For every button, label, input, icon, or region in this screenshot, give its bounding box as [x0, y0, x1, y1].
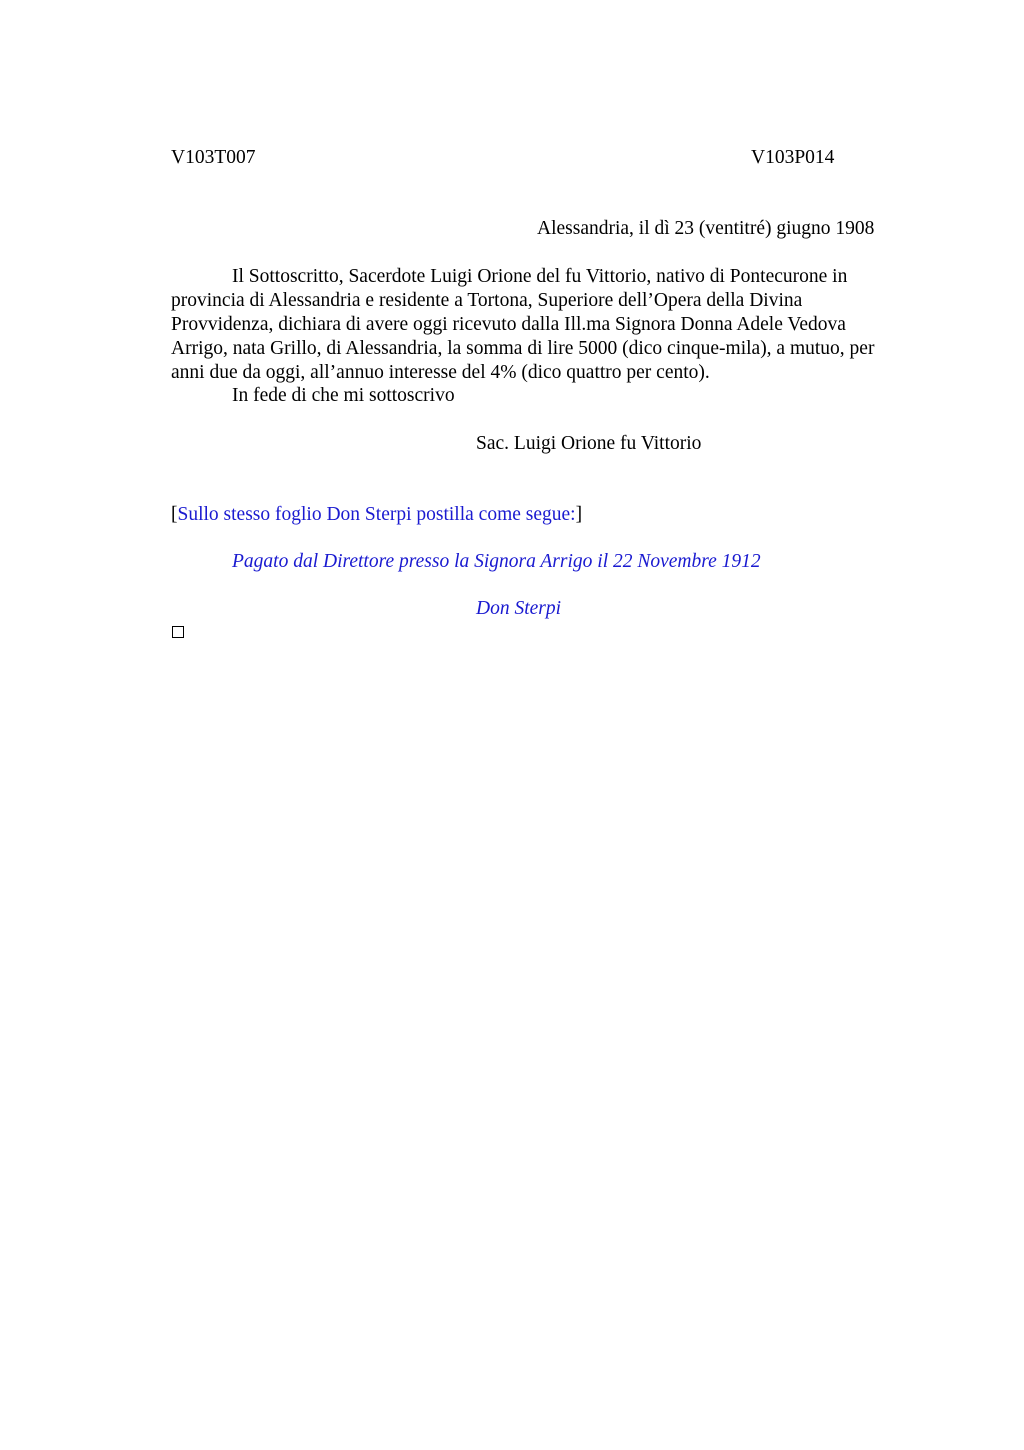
body-line: Il Sottoscritto, Sacerdote Luigi Orione del fu Vittorio, nativo di Pontecurone in [232, 266, 848, 287]
body-line: anni due da oggi, all’annuo interesse del 4% (dico quattro per cento). [171, 362, 710, 383]
body-line: Provvidenza, dichiara di avere oggi ricevuto dalla Ill.ma Signora Donna Adele Vedova [171, 314, 846, 335]
annotation-intro [171, 503, 582, 527]
reference-code-left: V103T007 [171, 147, 256, 168]
empty-square-icon [172, 626, 184, 638]
letter-date: Alessandria, il dì 23 (ventitré) giugno 1908 [537, 218, 875, 239]
bracket-close: ] [575, 504, 583, 525]
letter-closing: In fede di che mi sottoscrivo [232, 385, 455, 406]
bracket-open: [ [171, 504, 178, 525]
body-line: Arrigo, nata Grillo, di Alessandria, la somma di lire 5000 (dico cinque-mila), a mutuo, per [171, 338, 875, 359]
reference-code-right: V103P014 [751, 147, 835, 168]
annotation-intro-text: Sullo stesso foglio Don Sterpi postilla come segue: [177, 504, 576, 525]
letter-body [171, 265, 931, 385]
annotation-signature: Don Sterpi [476, 598, 562, 619]
letter-signature: Sac. Luigi Orione fu Vittorio [476, 433, 702, 454]
body-line: provincia di Alessandria e residente a Tortona, Superiore dell’Opera della Divina [171, 290, 803, 311]
annotation-text: Pagato dal Direttore presso la Signora Arrigo il 22 Novembre 1912 [232, 551, 761, 572]
